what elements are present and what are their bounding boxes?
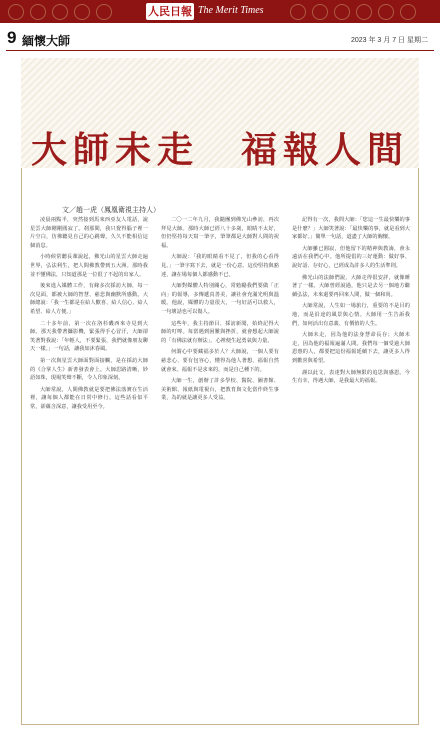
ornament-icon [356,4,372,20]
article-byline: 文／趙一虎（鳳凰衛視主持人） [62,206,160,214]
paragraph: 大師一生，創辦了許多學校、醫院、圖書館、美術館、報紙與電視台，把教育與文化當作終生事業，為的就是讓更多人受益。 [161,378,279,402]
issue-date: 2023 年 3 月 7 日 星期二 [350,37,428,44]
article-title: 大師未走 福報人間 [30,129,409,171]
ornament-icon [400,4,416,20]
article-body [30,216,410,716]
paragraph: 二十多年前，第一次在洛杉磯西來寺見到大師。那天我帶著攝影機，緊張得手心冒汗，大師卻笑著對我說：「年輕人，不要緊張，我們就像朋友聊天一樣。」一句話，讓我如沐春風。 [30,320,148,353]
ornament-icon [30,4,46,20]
paragraph: 大師未走，因為他的法身慧命長存；大師未走，因為他的福報遍滿人間。我們每一個受過大師恩惠的人，都要把這份福報延續下去，讓更多人得到歡喜與希望。 [292,332,410,364]
paragraph: 大師常說，人生如一場旅行，重要的不是目的地，而是沿途的風景與心情。大師用一生告訴我們，如何活出有意義、有價值的人生。 [292,303,410,327]
top-banner [0,0,440,23]
ornament-icon [96,4,112,20]
masthead-name-en: The Merit Times [198,5,264,16]
ornament-icon [334,4,350,20]
article-column-1 [30,216,148,716]
paragraph: 佛光山的法師們說，大師走得很安詳，就像睡著了一樣。大師曾經說過，他只是去另一個地方繼續弘法，未來還要再回來人間，做一個和尚。 [292,274,410,298]
page-number: 9 [7,28,17,47]
ornament-icon [74,4,90,20]
paragraph: 後來進入媒體工作，有緣多次採訪大師，每一次見面，都被大師的智慧、慈悲與幽默所感動。大師總說：「我一生都是在給人歡喜、給人信心、給人希望、給人方便。」 [30,283,148,315]
paragraph: 大師雖已圓寂，但他留下的精神與教誨，會永遠活在我們心中。他所提倡的三好運動：做好事、說好話、存好心，已經成為許多人的生活準則。 [292,245,410,269]
header-rule [6,50,434,51]
ornament-icon [312,4,328,20]
paragraph: 凌晨兩點半，突然接到馬來西亞友人電話，說星雲大師剛剛圓寂了。刹那間，我只覺得腦子裡一片空白，彷彿聽見自己的心跳聲，久久不能相信這個消息。 [30,217,148,249]
ornament-icon [52,4,68,20]
masthead-name-cn: 人民日報 [148,5,192,18]
section-title: 緬懷大師 [22,34,71,48]
paragraph: 第一次與星雲大師面對面接觸，是在採訪大師的《合掌人生》新書發表會上。大師思路清晰，妙語如珠，現場笑聲不斷，令人印象深刻。 [30,357,148,382]
paragraph: 小時候常聽長輩說起，佛光山的星雲大師走遍世界，弘法利生，把人間佛教帶到五大洲。那時我並不懂佛法，只知道那是一位很了不起的出家人。 [30,254,148,278]
ornament-icon [290,4,306,20]
paragraph: 這些年，我主持節目、採訪新聞，始終記得大師的叮嚀。每當遇到困難與挫折，就會想起大師說的「有佛法就有辦法」，心裡便生起勇氣與力量。 [161,320,279,344]
ornament-icon [8,4,24,20]
ornament-icon [378,4,394,20]
paragraph: 大師常說，人間佛教就是要把佛法落實在生活裡，讓每個人都能在日常中修行。這些話看似平常，卻蘊含深意，讓我受用至今。 [30,386,148,410]
paragraph: 何謂心中要藏福多於人？大師說，一個人要有慈悲心、要有包容心，懂得為他人著想，福報自然就會來。福報不是求來的，而是自己種下的。 [161,349,279,373]
paragraph: 謹以此文，表達對大師無限的追思與感恩。今生有幸，得遇大師，是我最大的福報。 [292,369,410,385]
article-column-3 [292,216,410,716]
masthead-logo [146,3,194,20]
paragraph: 大師對媒體人特別關心，常勉勵我們要做「正向」的報導，多傳遞真善美，讓社會充滿光明與溫暖。他說，媒體的力量很大，一句好話可以救人，一句壞話也可以傷人。 [161,283,279,315]
paragraph: 二〇一二年九月，我隨團到佛光山參訪，再次拜見大師。那時大師已經八十多歲，眼睛不太好，但仍堅持每天寫一筆字，筆筆都是大師對人間的祝福。 [161,217,279,249]
paragraph: 記得有一次，我問大師：「您這一生最快樂的事是什麼？」大師笑著說：「最快樂的事，就是看到大家都好。」簡單一句話，道盡了大師的胸懷。 [292,217,410,241]
paragraph: 大師說：「我的眼睛看不見了，但我的心看得見。」一筆字寫下去，就是一份心意。這份堅持與豁達，讓在場每個人都感動不已。 [161,254,279,278]
article-column-2 [161,216,279,716]
